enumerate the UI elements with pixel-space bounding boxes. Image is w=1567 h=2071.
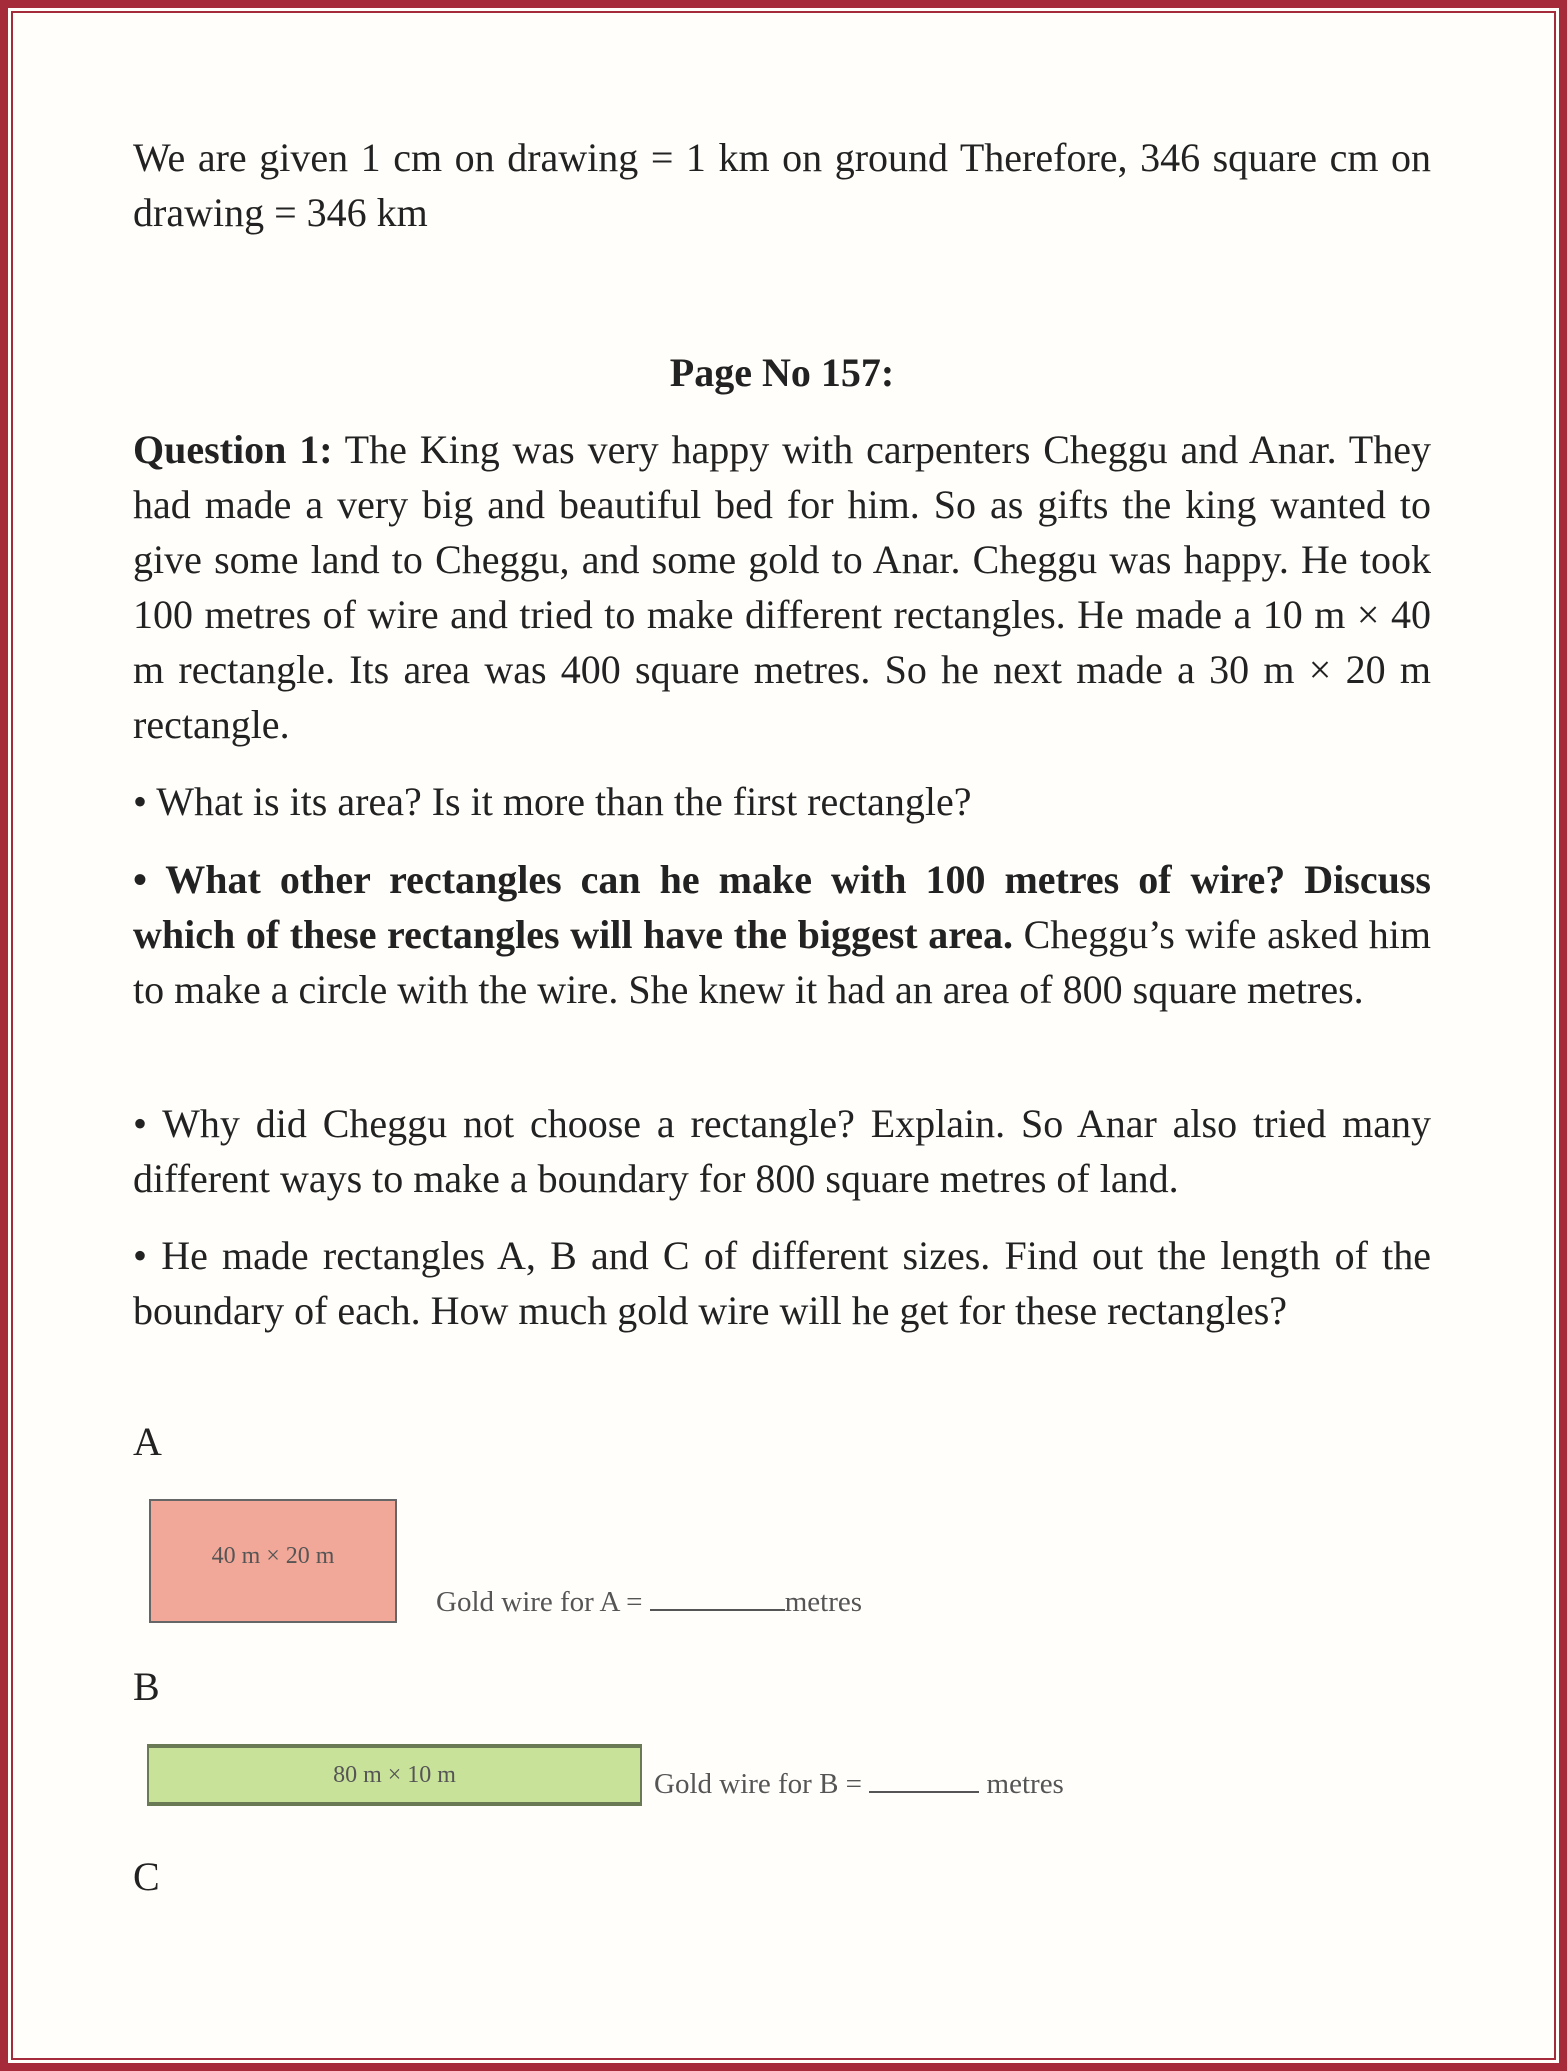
gold-wire-b-label: Gold wire for B = — [654, 1768, 863, 1800]
bullet-1: • What is its area? Is it more than the first rectangle? — [133, 779, 972, 824]
page-heading: Page No 157: — [669, 350, 895, 395]
gold-wire-a — [436, 1585, 862, 1619]
gold-wire-a-unit: metres — [784, 1586, 863, 1618]
gold-wire-a-blank — [650, 1585, 785, 1611]
gold-wire-b-blank — [869, 1767, 979, 1793]
gold-wire-b-unit: metres — [986, 1768, 1064, 1800]
figure-c-label: C — [133, 1854, 160, 1899]
bullet-4: • He made rectangles A, B and C of different sizes. Find out the length of the boundary of each. How much gold wire will he get for these rectangles? — [133, 1233, 1431, 1333]
bullet-2-rest: Cheggu’s wife asked him to make a circle with the wire. She knew it had an area of 800 square metres. — [133, 912, 1431, 1012]
bullet-2-bold: • What other rectangles can he make with 100 metres of wire? Discuss which of these rectangles will have the biggest area. — [133, 857, 1431, 957]
gold-wire-b — [654, 1767, 1064, 1801]
rectangle-b-dims: 80 m × 10 m — [333, 1761, 456, 1788]
rectangle-a-dims: 40 m × 20 m — [211, 1543, 335, 1569]
bullet-2 — [133, 852, 1431, 1017]
rectangle-a — [149, 1499, 397, 1623]
gold-wire-a-label: Gold wire for A = — [436, 1586, 643, 1618]
question-text: The King was very happy with carpenters Cheggu and Anar. They had made a very big and beautiful bed for him. So as gifts the king wanted to give some land to Cheggu, and some gold to Anar. Cheggu was happy. He took 100 metres of wire and tried to make different rectangles. He made a 10 m × 40 m rectangle. Its area was 400 square metres. So he next made a 30 m × 20 m rectangle. — [133, 427, 1431, 747]
figure-b-label: B — [133, 1664, 160, 1709]
question-1 — [133, 422, 1431, 752]
question-label: Question 1: — [133, 427, 333, 472]
figure-a-label: A — [133, 1419, 162, 1464]
intro-text: We are given 1 cm on drawing = 1 km on ground Therefore, 346 square cm on drawing = 346 km — [133, 135, 1431, 235]
bullet-3: • Why did Cheggu not choose a rectangle? Explain. So Anar also tried many different ways to make a boundary for 800 square metres of land. — [133, 1101, 1431, 1201]
rectangle-b — [147, 1744, 642, 1806]
